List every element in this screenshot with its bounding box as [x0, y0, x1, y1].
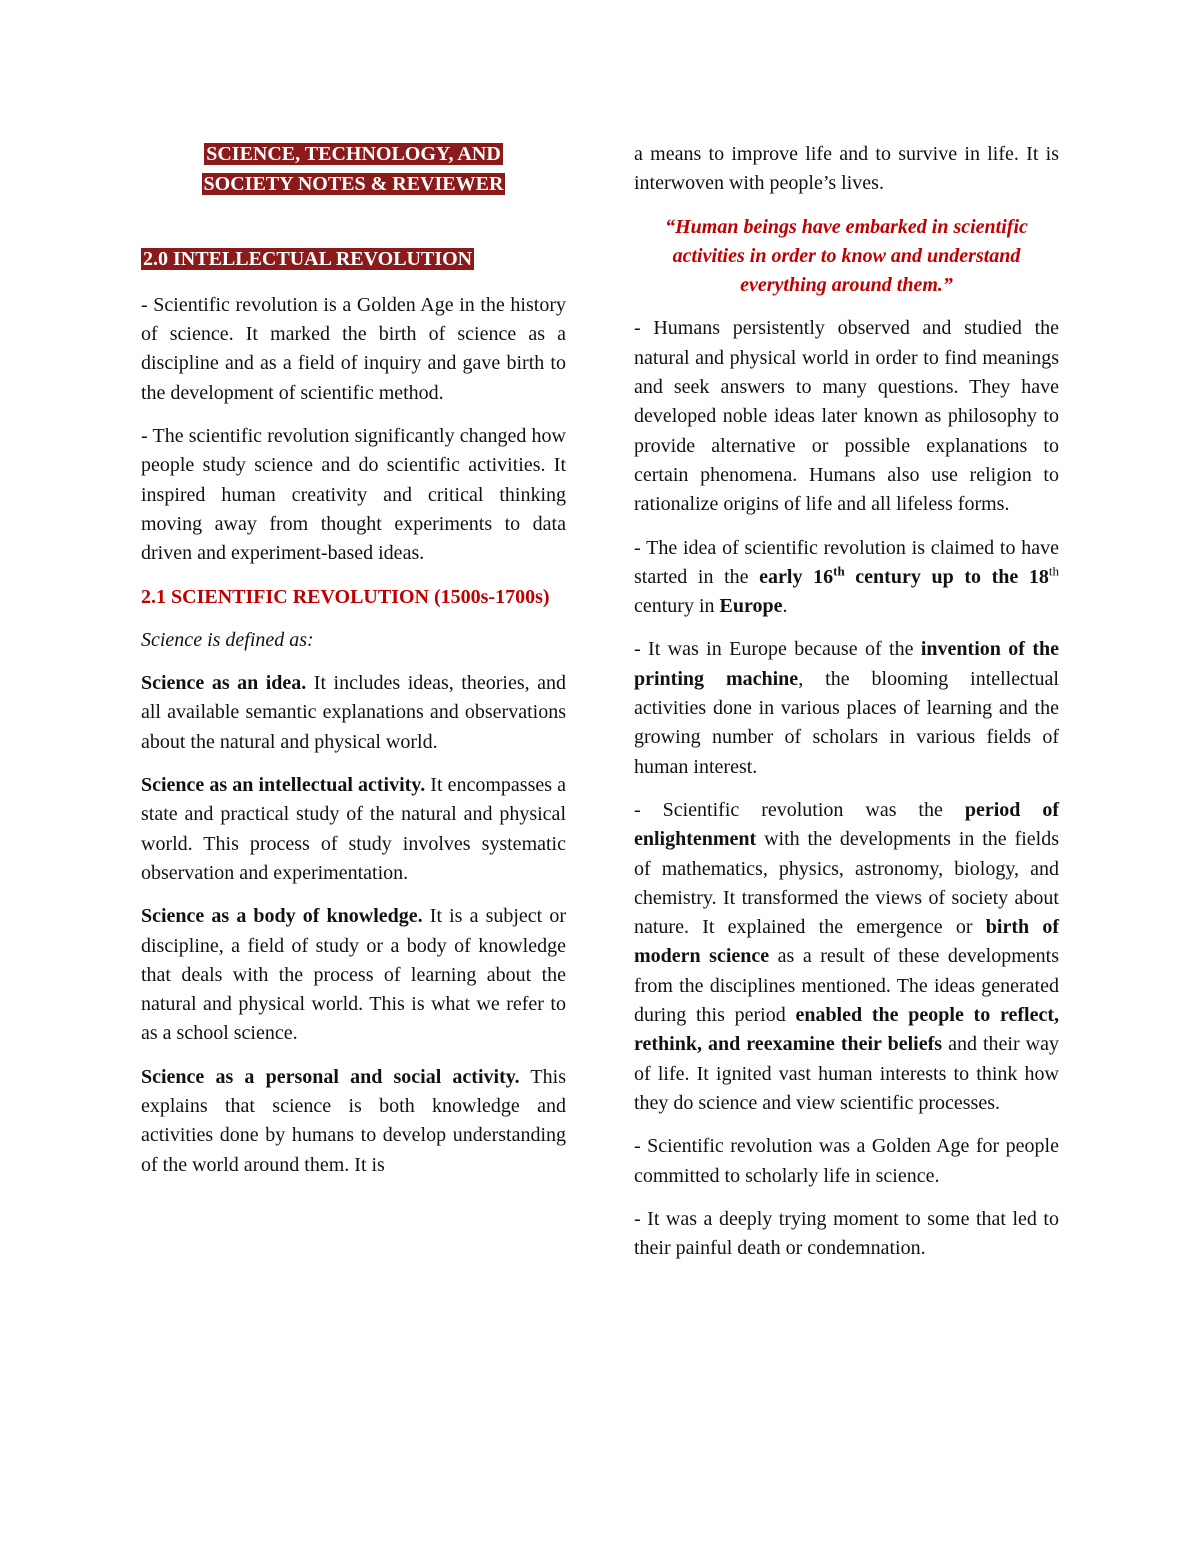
definition-body-text: It is a subject or discipline, a field of study or a body of knowledge that deals with the process of learning about the natural and physical world. This is what we refer to as a school science.	[141, 905, 566, 1045]
time-period-early: early 16	[759, 565, 834, 588]
continuation-paragraph: a means to improve life and to survive in life. It is interwoven with people’s lives.	[634, 143, 1059, 195]
paragraph-golden-age: - Scientific revolution is a Golden Age in the history of science. It marked the birth of science as a discipline and as a field of inquiry and gave birth to the development of scientific method.	[141, 293, 566, 404]
time-period-text-a: - The idea of scientific revolution is claimed to have started in the	[634, 536, 1059, 588]
paragraph-golden-age-scholars: - Scientific revolution was a Golden Age for people committed to scholarly life in science.	[634, 1135, 1059, 1187]
document-title	[141, 140, 566, 201]
definition-body-of-knowledge	[141, 902, 566, 1048]
defined-as-label: Science is defined as:	[141, 628, 314, 651]
enlightenment-bold-2: birth of modern science	[634, 916, 1060, 968]
title-line-1: SCIENCE, TECHNOLOGY, AND	[206, 143, 501, 165]
left-column	[141, 140, 566, 1194]
definition-intellectual-text: It encompasses a state and practical study of the natural and physical world. This process of study involves systematic observation and experimentation.	[141, 774, 566, 884]
paragraph-trying-moment: - It was a deeply trying moment to some that led to their painful death or condemnation.	[634, 1207, 1059, 1260]
enlightenment-text-e: and their way of life. It ignited vast human interests to think how they do science and view scientific processes.	[634, 1033, 1059, 1114]
section-heading	[141, 245, 566, 275]
time-period-period: .	[782, 595, 788, 618]
definition-idea-term: Science as an idea.	[141, 672, 307, 695]
superscript-th-2: th	[1048, 563, 1059, 579]
definition-personal-social	[141, 1063, 566, 1180]
enlightenment-text-d: as a result of these developments from the disciplines mentioned. The ideas generated during this period	[634, 945, 1059, 1027]
paragraph-enlightenment	[634, 796, 1059, 1118]
time-period-europe: Europe	[719, 595, 783, 618]
time-period-upto: century up to the 18	[844, 565, 1049, 588]
enlightenment-text-c: with the developments in the fields of mathematics, physics, astronomy, biology, and chemistry. It transformed the views of society about nature. It explained the emergence or	[634, 828, 1059, 939]
definition-personal-text: This explains that science is both knowledge and activities done by humans to develop understanding of the world around them. It is	[141, 1065, 566, 1176]
right-column	[634, 140, 1059, 1277]
printing-text-c: , the blooming intellectual activities done in various places of learning and the growing number of scholars in various fields of human interest.	[634, 667, 1059, 778]
time-period-bold	[759, 563, 1049, 588]
definition-body-term: Science as a body of knowledge.	[141, 905, 423, 928]
definition-personal-term: Science as a personal and social activity.	[141, 1065, 520, 1088]
definition-idea-text: It includes ideas, theories, and all available semantic explanations and observations about the natural and physical world.	[141, 672, 566, 753]
paragraph-humans-observed: - Humans persistently observed and studied the natural and physical world in order to find meanings and seek answers to many questions. They have developed noble ideas later known as philosophy to provide alternative or possible explanations to certain phenomena. Humans also use religion to rationalize origins of life and all lifeless forms.	[634, 317, 1059, 516]
title-line-2: SOCIETY NOTES & REVIEWER	[203, 173, 504, 196]
definition-intellectual-term: Science as an intellectual activity.	[141, 774, 426, 797]
printing-bold: invention of the printing machine	[634, 638, 1059, 690]
section-heading-text: 2.0 INTELLECTUAL REVOLUTION	[143, 247, 473, 270]
enlightenment-bold-1: period of enlightenment	[634, 798, 1060, 851]
superscript-th-1: th	[833, 563, 845, 579]
definition-idea	[141, 669, 566, 757]
enlightenment-text-a: - Scientific revolution was the	[634, 798, 965, 821]
paragraph-time-period	[634, 534, 1059, 622]
paragraph-revolution-changed: - The scientific revolution significantly changed how people study science and do scientific activities. It inspired human creativity and critical thinking moving away from thought experiments to data driven and experiment-based ideas.	[141, 425, 566, 565]
printing-text-a: - It was in Europe because of the	[634, 638, 921, 661]
enlightenment-bold-3: enabled the people to reflect, rethink, and reexamine their beliefs	[634, 1004, 1059, 1056]
time-period-text-c: century in	[634, 595, 720, 618]
definition-intellectual-activity	[141, 771, 566, 888]
subheading-scientific-revolution: 2.1 SCIENTIFIC REVOLUTION (1500s-1700s)	[141, 585, 550, 608]
paragraph-printing-machine	[634, 635, 1059, 781]
pull-quote: “Human beings have embarked in scientific activities in order to know and understand everything around them.”	[665, 215, 1028, 297]
